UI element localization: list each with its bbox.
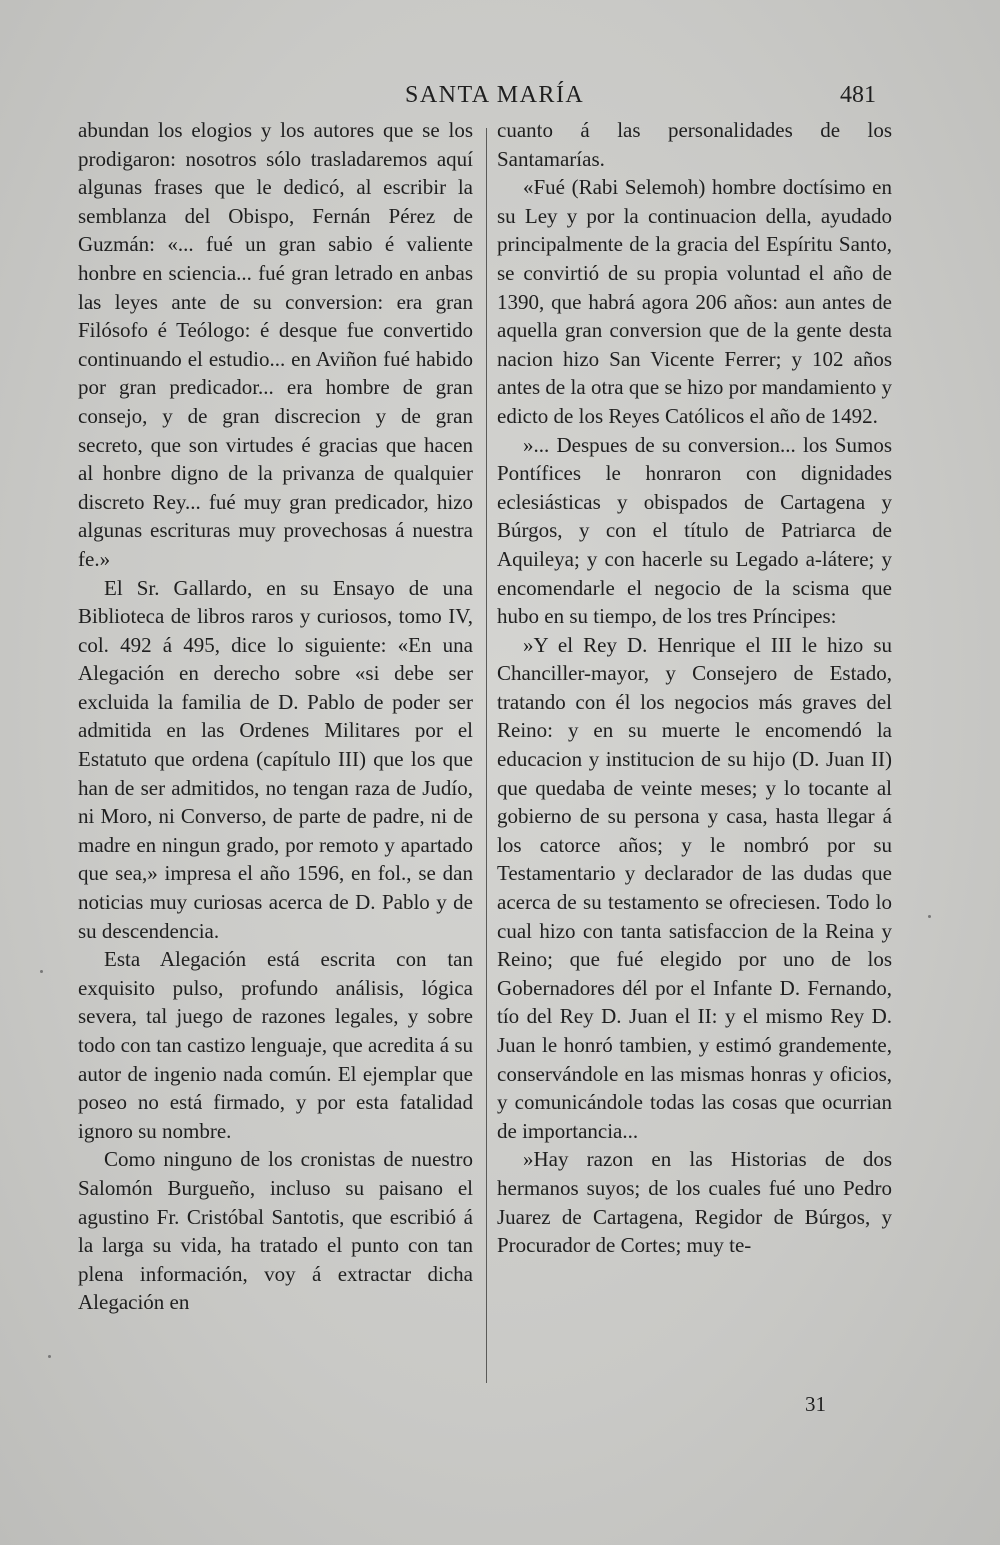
paragraph: El Sr. Gallardo, en su Ensayo de una Biblioteca de libros raros y curiosos, tomo IV, col. 492 á 495, dice lo siguiente: «En una Alegación en derecho sobre «si debe ser excluida la familia de D. Pablo de poder ser admitida en las Ordenes Militares por el Estatuto que ordena (capítulo III) que los que han de ser admitidos, no tengan raza de Judío, ni Moro, ni Converso, de parte de padre, ni de madre en ningun grado, por remoto y apartado que sea,» impresa el año 1596, en fol., se dan noticias muy curiosas acerca de D. Pablo y de su descendencia. [78, 575, 473, 943]
page-number: 481 [840, 82, 876, 108]
left-column [78, 116, 473, 1317]
paragraph: Como ninguno de los cronistas de nuestro Salomón Burgueño, incluso su paisano el agustino Fr. Cristóbal Santotis, que escribió á la larga su vida, ha tratado el punto con tan plena información, voy á extractar dicha Alegación en [78, 1147, 473, 1315]
paragraph: «Fué (Rabi Selemoh) hombre doctísimo en su Ley y por la continuacion della, ayudado principalmente de la gracia del Espíritu Santo, se convirtió de su propia voluntad el año de 1390, que habrá agora 206 años: aun antes de aquella gran conversion que de la gente desta nacion hizo San Vicente Ferrer; y 102 años antes de la otra que se hizo por mandamiento y edicto de los Reyes Católicos el año de 1492. [497, 175, 892, 428]
paragraph: »... Despues de su conversion... los Sumos Pontífices le honraron con dignidades eclesiásticas y obispados de Cartagena y Búrgos, y con el título de Patriarca de Aquileya; y con hacerle su Legado a-látere; y encomendarle el negocio de la scisma que hubo en su tiempo, de los tres Príncipes: [497, 432, 892, 629]
right-column [497, 116, 892, 1260]
paragraph: abundan los elogios y los autores que se los prodigaron: nosotros sólo trasladaremos aquí algunas frases que le dedicó, al escribir la semblanza del Obispo, Fernán Pérez de Guzmán: «... fué un gran sabio é valiente honbre en sciencia... fué gran letrado en anbas las leyes ante de su conversion: era gran Filósofo é Teólogo: é desque fue convertido continuando el estudio... en Aviñon fué habido por gran predicador... era hombre de gran consejo, y de gran discrecion y de gran secreto, que son virtudes é gracias que hacen al honbre digno de la privanza de qualquier discreto Rey... fué muy gran predicador, hizo algunas escrituras muy provechosas á nuestra fe.» [78, 118, 473, 571]
signature-mark: 31 [805, 1392, 826, 1416]
paper-speck [40, 970, 43, 973]
paragraph: »Hay razon en las Historias de dos hermanos suyos; de los cuales fué uno Pedro Juarez de Cartagena, Regidor de Búrgos, y Procurador de Cortes; muy te- [497, 1147, 892, 1258]
paragraph: cuanto á las personalidades de los Santamarías. [497, 118, 892, 171]
column-divider [486, 128, 487, 1383]
paragraph: »Y el Rey D. Henrique el III le hizo su Chanciller-mayor, y Consejero de Estado, tratando con él los negocios más graves del Reino: y en su muerte le encomendó la educacion y institucion de su hijo (D. Juan II) que quedaba de veinte meses; y lo tocante al gobierno de su persona y casa, hasta llegar á los catorce años; y le nombró por su Testamentario y declarador de las dudas que acerca de su testamento se ofreciesen. Todo lo cual hizo con tanta satisfaccion de la Reina y Reino; que fué elegido por uno de los Gobernadores dél por el Infante D. Fernando, tío del Rey D. Juan el II: y el mismo Rey D. Juan le honró tambien, y estimó grandemente, conservándole en las mismas honras y oficios, y comunicándole todas las cosas que ocurrian de importancia... [497, 632, 892, 1143]
running-title: SANTA MARÍA [405, 82, 585, 108]
paper-speck [48, 1355, 51, 1358]
running-head [0, 82, 1000, 112]
paragraph: Esta Alegación está escrita con tan exquisito pulso, profundo análisis, lógica severa, tal juego de razones legales, y sobre todo con tan castizo lenguaje, que acredita á su autor de ingenio nada común. El ejemplar que poseo no está firmado, y por esta fatalidad ignoro su nombre. [78, 947, 473, 1143]
paper-speck [928, 915, 931, 918]
